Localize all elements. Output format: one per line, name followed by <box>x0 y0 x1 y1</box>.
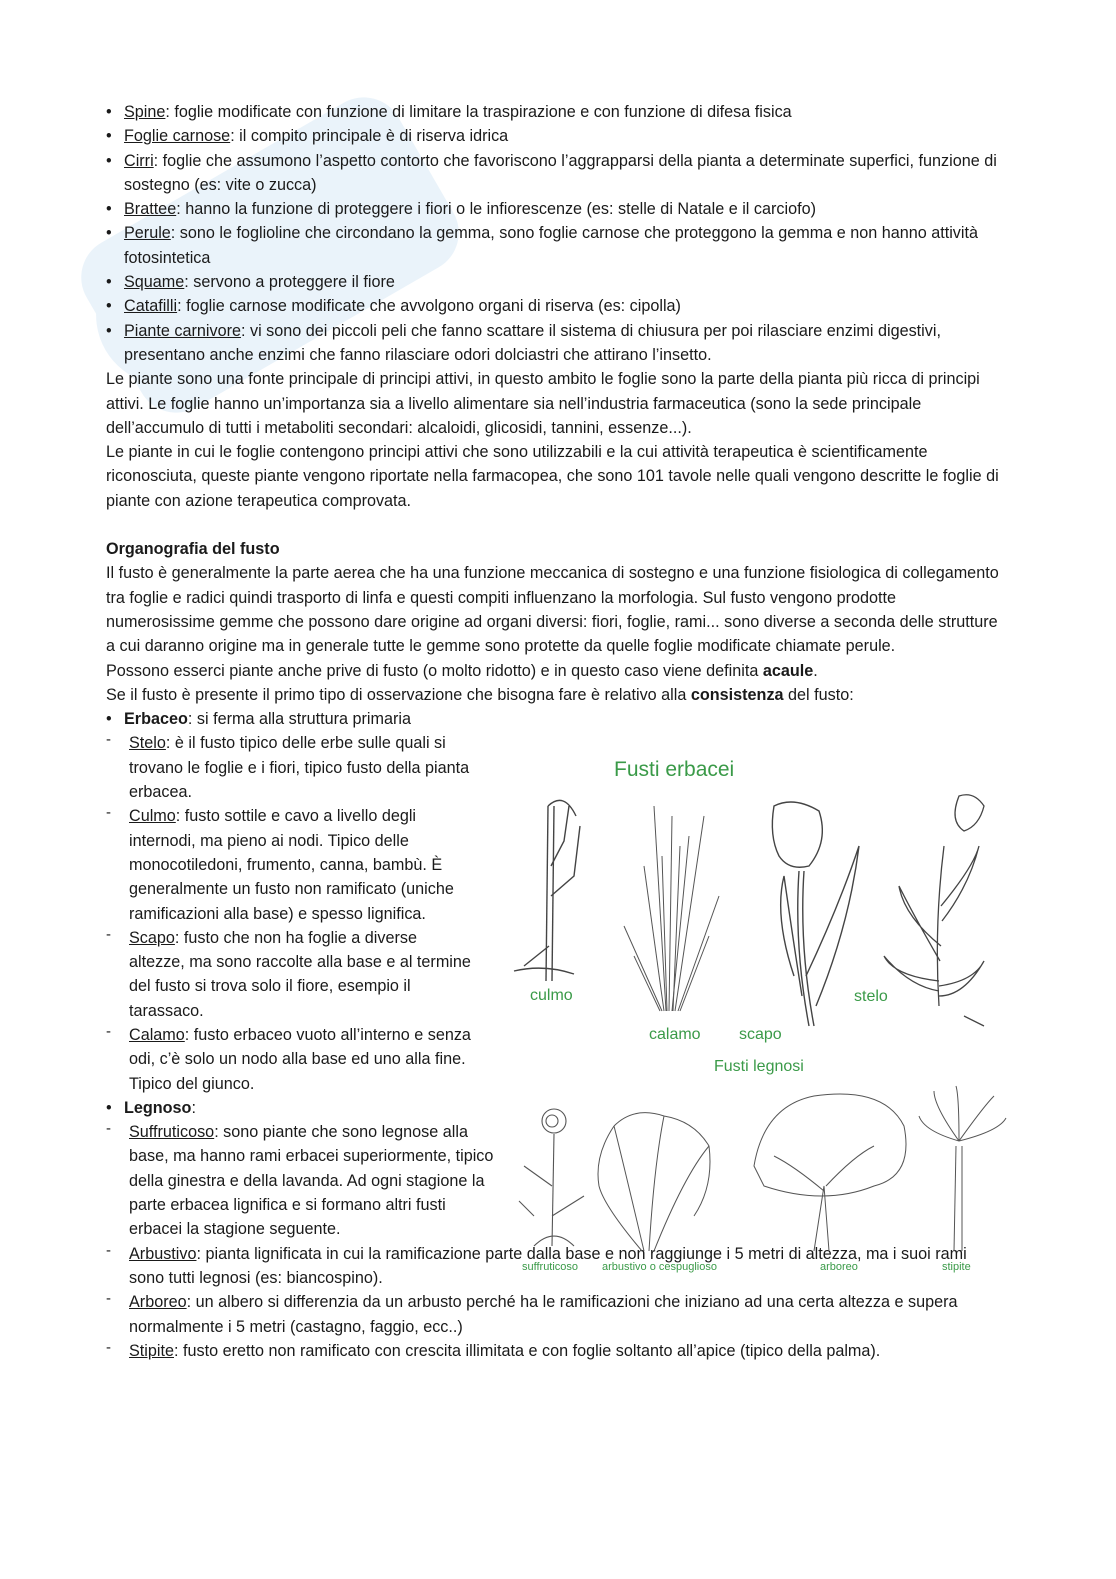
legnoso-item: • Legnoso: <box>106 1096 1006 1120</box>
erbaceo-subitem <box>106 731 476 804</box>
label-calamo: calamo <box>649 1026 701 1043</box>
label-stipite: stipite <box>942 1261 971 1273</box>
label-scapo: scapo <box>739 1026 782 1043</box>
erbaceo-subitem <box>106 804 476 925</box>
term: Catafilli <box>124 297 178 316</box>
stipite-drawing <box>919 1086 1006 1251</box>
definition: : foglie modificate con funzione di limitare la traspirazione e con funzione di difesa fisica <box>165 103 792 121</box>
definition: : vi sono dei piccoli peli che fanno scattare il sistema di chiusura per poi rilasciare enzimi digestivi, presentano anche enzimi che fanno rilasciare odori dolciastri che attirano l’insetto. <box>124 321 941 364</box>
scapo-drawing <box>772 802 859 1026</box>
definition: : foglie carnose modificate che avvolgono organi di riserva (es: cipolla) <box>177 297 681 316</box>
definition: : il compito principale è di riserva idrica <box>230 127 509 146</box>
erbaceo-subitem <box>106 926 476 1023</box>
term: Calamo <box>129 1025 185 1044</box>
leaf-type-item <box>106 149 1006 198</box>
leaf-type-item <box>106 319 1006 368</box>
figure-title-erbacei: Fusti erbacei <box>614 758 735 781</box>
label-culmo: culmo <box>530 987 573 1004</box>
definition: : foglie che assumono l’aspetto contorto che favoriscono l’aggrapparsi della pianta a determinate superfici, funzione di sostegno (es: vite o zucca) <box>124 151 997 194</box>
term: Squame <box>124 273 185 292</box>
paragraph-fusto: Il fusto è generalmente la parte aerea che ha una funzione meccanica di sostegno e una funzione fisiologica di collegamento tra foglie e radici quindi trasporto di linfa e questi compiti influenzano la morfologia. Sul fusto vengono prodotte numerosissime gemme che possono dare origine ad organi diversi: fiori, foglie, rami... sono diverse a seconda delle strutture a cui daranno origine ma in generale tutte le gemme sono protette da quelle foglie modificate chiamate perule. <box>106 564 999 656</box>
term: Stipite <box>129 1341 174 1360</box>
legnoso-subitem <box>106 1290 1006 1339</box>
label-stelo: stelo <box>854 988 888 1005</box>
leaf-type-item <box>106 270 1006 294</box>
term: Spine <box>124 103 166 121</box>
label-arboreo: arboreo <box>820 1261 858 1273</box>
label-arbustivo: arbustivo o cespuglioso <box>602 1261 717 1273</box>
leaf-type-item <box>106 124 1006 148</box>
term: Stelo <box>129 734 166 753</box>
stem-types-figure <box>494 746 1014 1281</box>
definition: : fusto eretto non ramificato con crescita illimitata e con foglie soltanto all’apice (tipico della palma). <box>174 1341 881 1360</box>
term: Cirri <box>124 151 154 170</box>
definition: : fusto sottile e cavo a livello degli internodi, ma pieno ai nodi. Tipico delle monocotiledoni, frumento, canna, bambù. È generalmente un fusto non ramificato (uniche ramificazioni alla base) e spesso lignifica. <box>129 807 454 923</box>
definition: : è il fusto tipico delle erbe sulle quali si trovano le foglie e i fiori, tipico fusto della pianta erbacea. <box>129 734 470 802</box>
calamo-drawing <box>624 806 719 1011</box>
term: Culmo <box>129 807 176 826</box>
definition: : un albero si differenzia da un arbusto perché ha le ramificazioni che iniziano ad una certa altezza e supera normalmente i 5 metri (castagno, faggio, ecc..) <box>129 1293 958 1336</box>
erbaceo-list <box>106 731 476 1095</box>
term: Perule <box>124 224 171 243</box>
erbaceo-item: • Erbaceo: si ferma alla struttura primaria <box>106 707 1006 731</box>
definition: : pianta lignificata in cui la ramificazione parte dalla base e non raggiunge i 5 metri di altezza, ma i suoi rami sono tutti legnosi (es: biancospino). <box>129 1244 967 1287</box>
definition: : servono a proteggere il fiore <box>184 273 395 292</box>
arboreo-drawing <box>754 1094 906 1251</box>
paragraph-principi-attivi: Le piante sono una fonte principale di principi attivi, in questo ambito le foglie sono la parte della pianta più ricca di principi attivi. Le foglie hanno un’importanza sia a livello alimentare sia nell’industria farmaceutica (sono la sede principale dell’accumulo di tutti i metaboliti secondari: alcaloidi, glicosidi, tannini, essenze...). <box>106 370 980 437</box>
term: Arboreo <box>129 1293 187 1312</box>
suffruticoso-drawing <box>519 1109 584 1246</box>
definition: : hanno la funzione di proteggere i fiori o le infiorescenze (es: stelle di Natale e il carciofo) <box>176 200 816 219</box>
term: Brattee <box>124 200 177 219</box>
term: Scapo <box>129 928 175 947</box>
erbaceo-subitem <box>106 1023 476 1096</box>
leaf-types-list <box>106 100 1006 367</box>
term: Foglie carnose <box>124 127 231 146</box>
definition: : sono le foglioline che circondano la gemma, sono foglie carnose che proteggono la gemma e non hanno attività fotosintetica <box>124 224 978 267</box>
leaf-type-item <box>106 221 1006 270</box>
paragraph-farmacopea: Le piante in cui le foglie contengono principi attivi che sono utilizzabili e la cui attività terapeutica è scientificamente riconosciuta, queste piante vengono riportate nella farmacopea, che sono 101 tavole nelle quali vengono descritte le foglie di piante con azione terapeutica comprovata. <box>106 443 999 510</box>
legnoso-subitem <box>106 1339 1006 1363</box>
culmo-drawing <box>514 800 580 981</box>
arbustivo-drawing <box>598 1113 710 1251</box>
figure-title-legnosi: Fusti legnosi <box>714 1058 804 1075</box>
term: Piante carnivore <box>124 321 241 340</box>
term: Arbustivo <box>129 1244 197 1263</box>
suffruticoso-item: - Suffruticoso: sono piante che sono legnose alla base, ma hanno rami erbacei superiormente, tipico della ginestra e della lavanda. Ad ogni stagione la parte erbacea lignifica e si formano altri fusti erbacei la stagione seguente. <box>106 1120 499 1241</box>
definition: : fusto che non ha foglie a diverse altezze, ma sono raccolte alla base e al termine del fusto si trova solo il fiore, esempio il tarassaco. <box>129 928 471 1020</box>
leaf-type-item <box>106 197 1006 221</box>
definition: : fusto erbaceo vuoto all’interno e senza odi, c’è solo un nodo alla base ed uno alla fine. Tipico del giunco. <box>129 1025 471 1093</box>
leaf-type-item <box>106 294 1006 318</box>
leaf-type-item <box>106 100 1006 124</box>
label-suffruticoso: suffruticoso <box>522 1261 579 1273</box>
stelo-drawing <box>884 795 984 1026</box>
paragraph-consistenza: Se il fusto è presente il primo tipo di osservazione che bisogna fare è relativo alla consistenza del fusto: <box>106 685 854 704</box>
paragraph-acaule: Possono esserci piante anche prive di fusto (o molto ridotto) e in questo caso viene definita acaule. <box>106 661 818 680</box>
section-heading: Organografia del fusto <box>106 540 280 559</box>
